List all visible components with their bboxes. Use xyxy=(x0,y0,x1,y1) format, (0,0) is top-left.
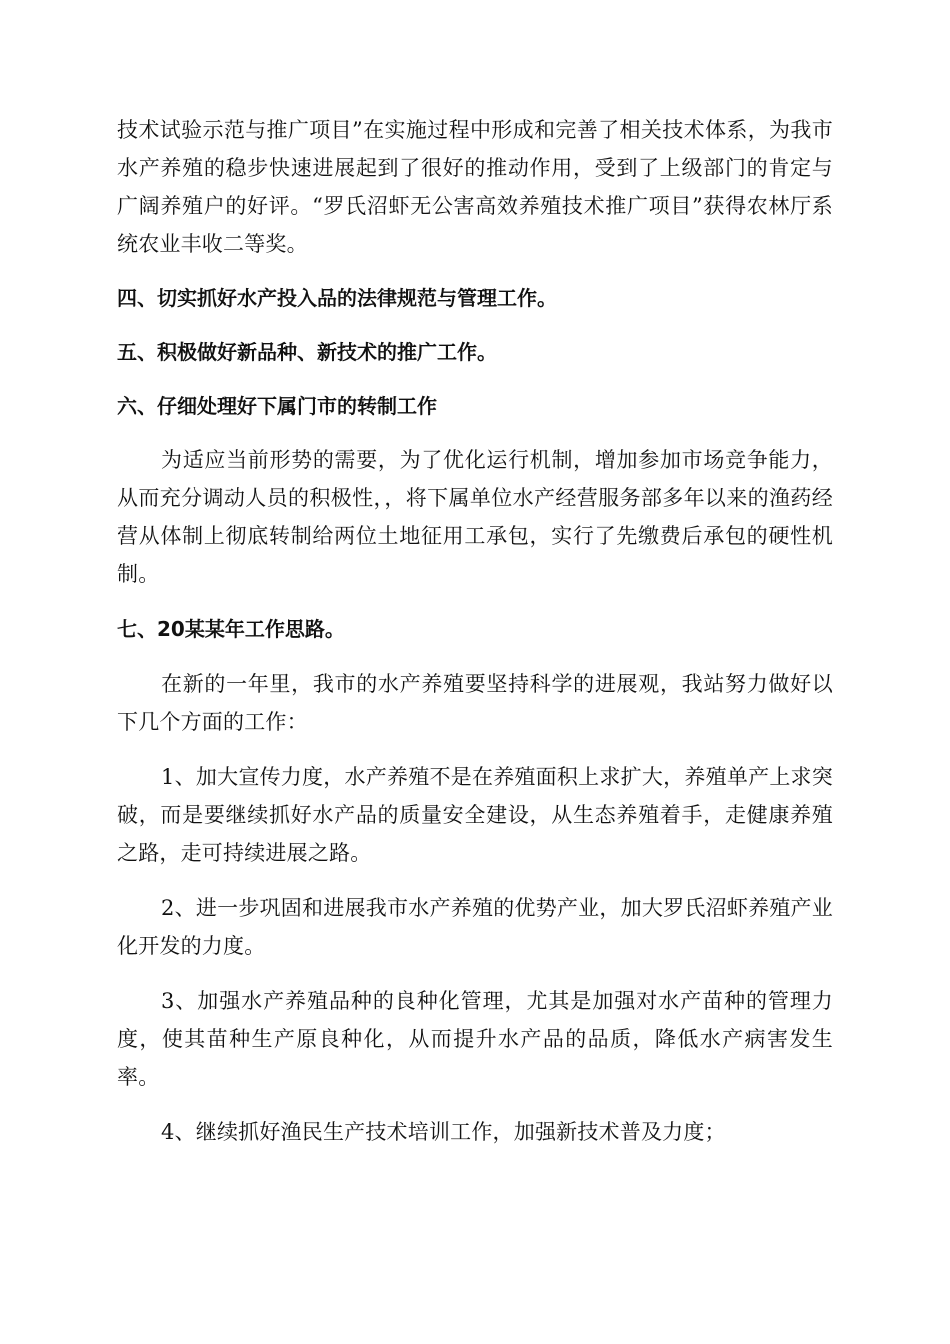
paragraph-section-6: 为适应当前形势的需要，为了优化运行机制，增加参加市场竞争能力，从而充分调动人员的积极性，，将下属单位水产经营服务部多年以来的渔药经营从体制上彻底转制给两位土地征用工承包，实行了先缴费后承包的硬性机制。 xyxy=(117,448,833,586)
document-page xyxy=(117,111,833,1151)
heading-section-7: 七、20某某年工作思路。 xyxy=(117,617,345,641)
list-item: 3、加强水产养殖品种的良种化管理，尤其是加强对水产苗种的管理力度，使其苗种生产原良种化，从而提升水产品的品质，降低水产病害发生率。 xyxy=(117,989,833,1089)
heading-section-5: 五、积极做好新品种、新技术的推广工作。 xyxy=(117,340,497,364)
list-item: 2、进一步巩固和进展我市水产养殖的优势产业，加大罗氏沼虾养殖产业化开发的力度。 xyxy=(117,896,833,958)
list-item: 1、加大宣传力度，水产养殖不是在养殖面积上求扩大，养殖单产上求突破，而是要继续抓好水产品的质量安全建设，从生态养殖着手，走健康养殖之路，走可持续进展之路。 xyxy=(117,765,833,865)
paragraph-project-summary: 技术试验示范与推广项目”在实施过程中形成和完善了相关技术体系，为我市水产养殖的稳步快速进展起到了很好的推动作用，受到了上级部门的肯定与广阔养殖户的好评。“罗氏沼虾无公害高效养殖技术推广项目”获得农林厅系统农业丰收二等奖。 xyxy=(117,118,833,256)
heading-section-4: 四、切实抓好水产投入品的法律规范与管理工作。 xyxy=(117,286,557,310)
paragraph-section-7-intro: 在新的一年里，我市的水产养殖要坚持科学的进展观，我站努力做好以下几个方面的工作： xyxy=(117,672,833,734)
heading-section-6: 六、仔细处理好下属门市的转制工作 xyxy=(117,394,437,418)
list-item: 4、继续抓好渔民生产技术培训工作，加强新技术普及力度； xyxy=(161,1120,726,1144)
